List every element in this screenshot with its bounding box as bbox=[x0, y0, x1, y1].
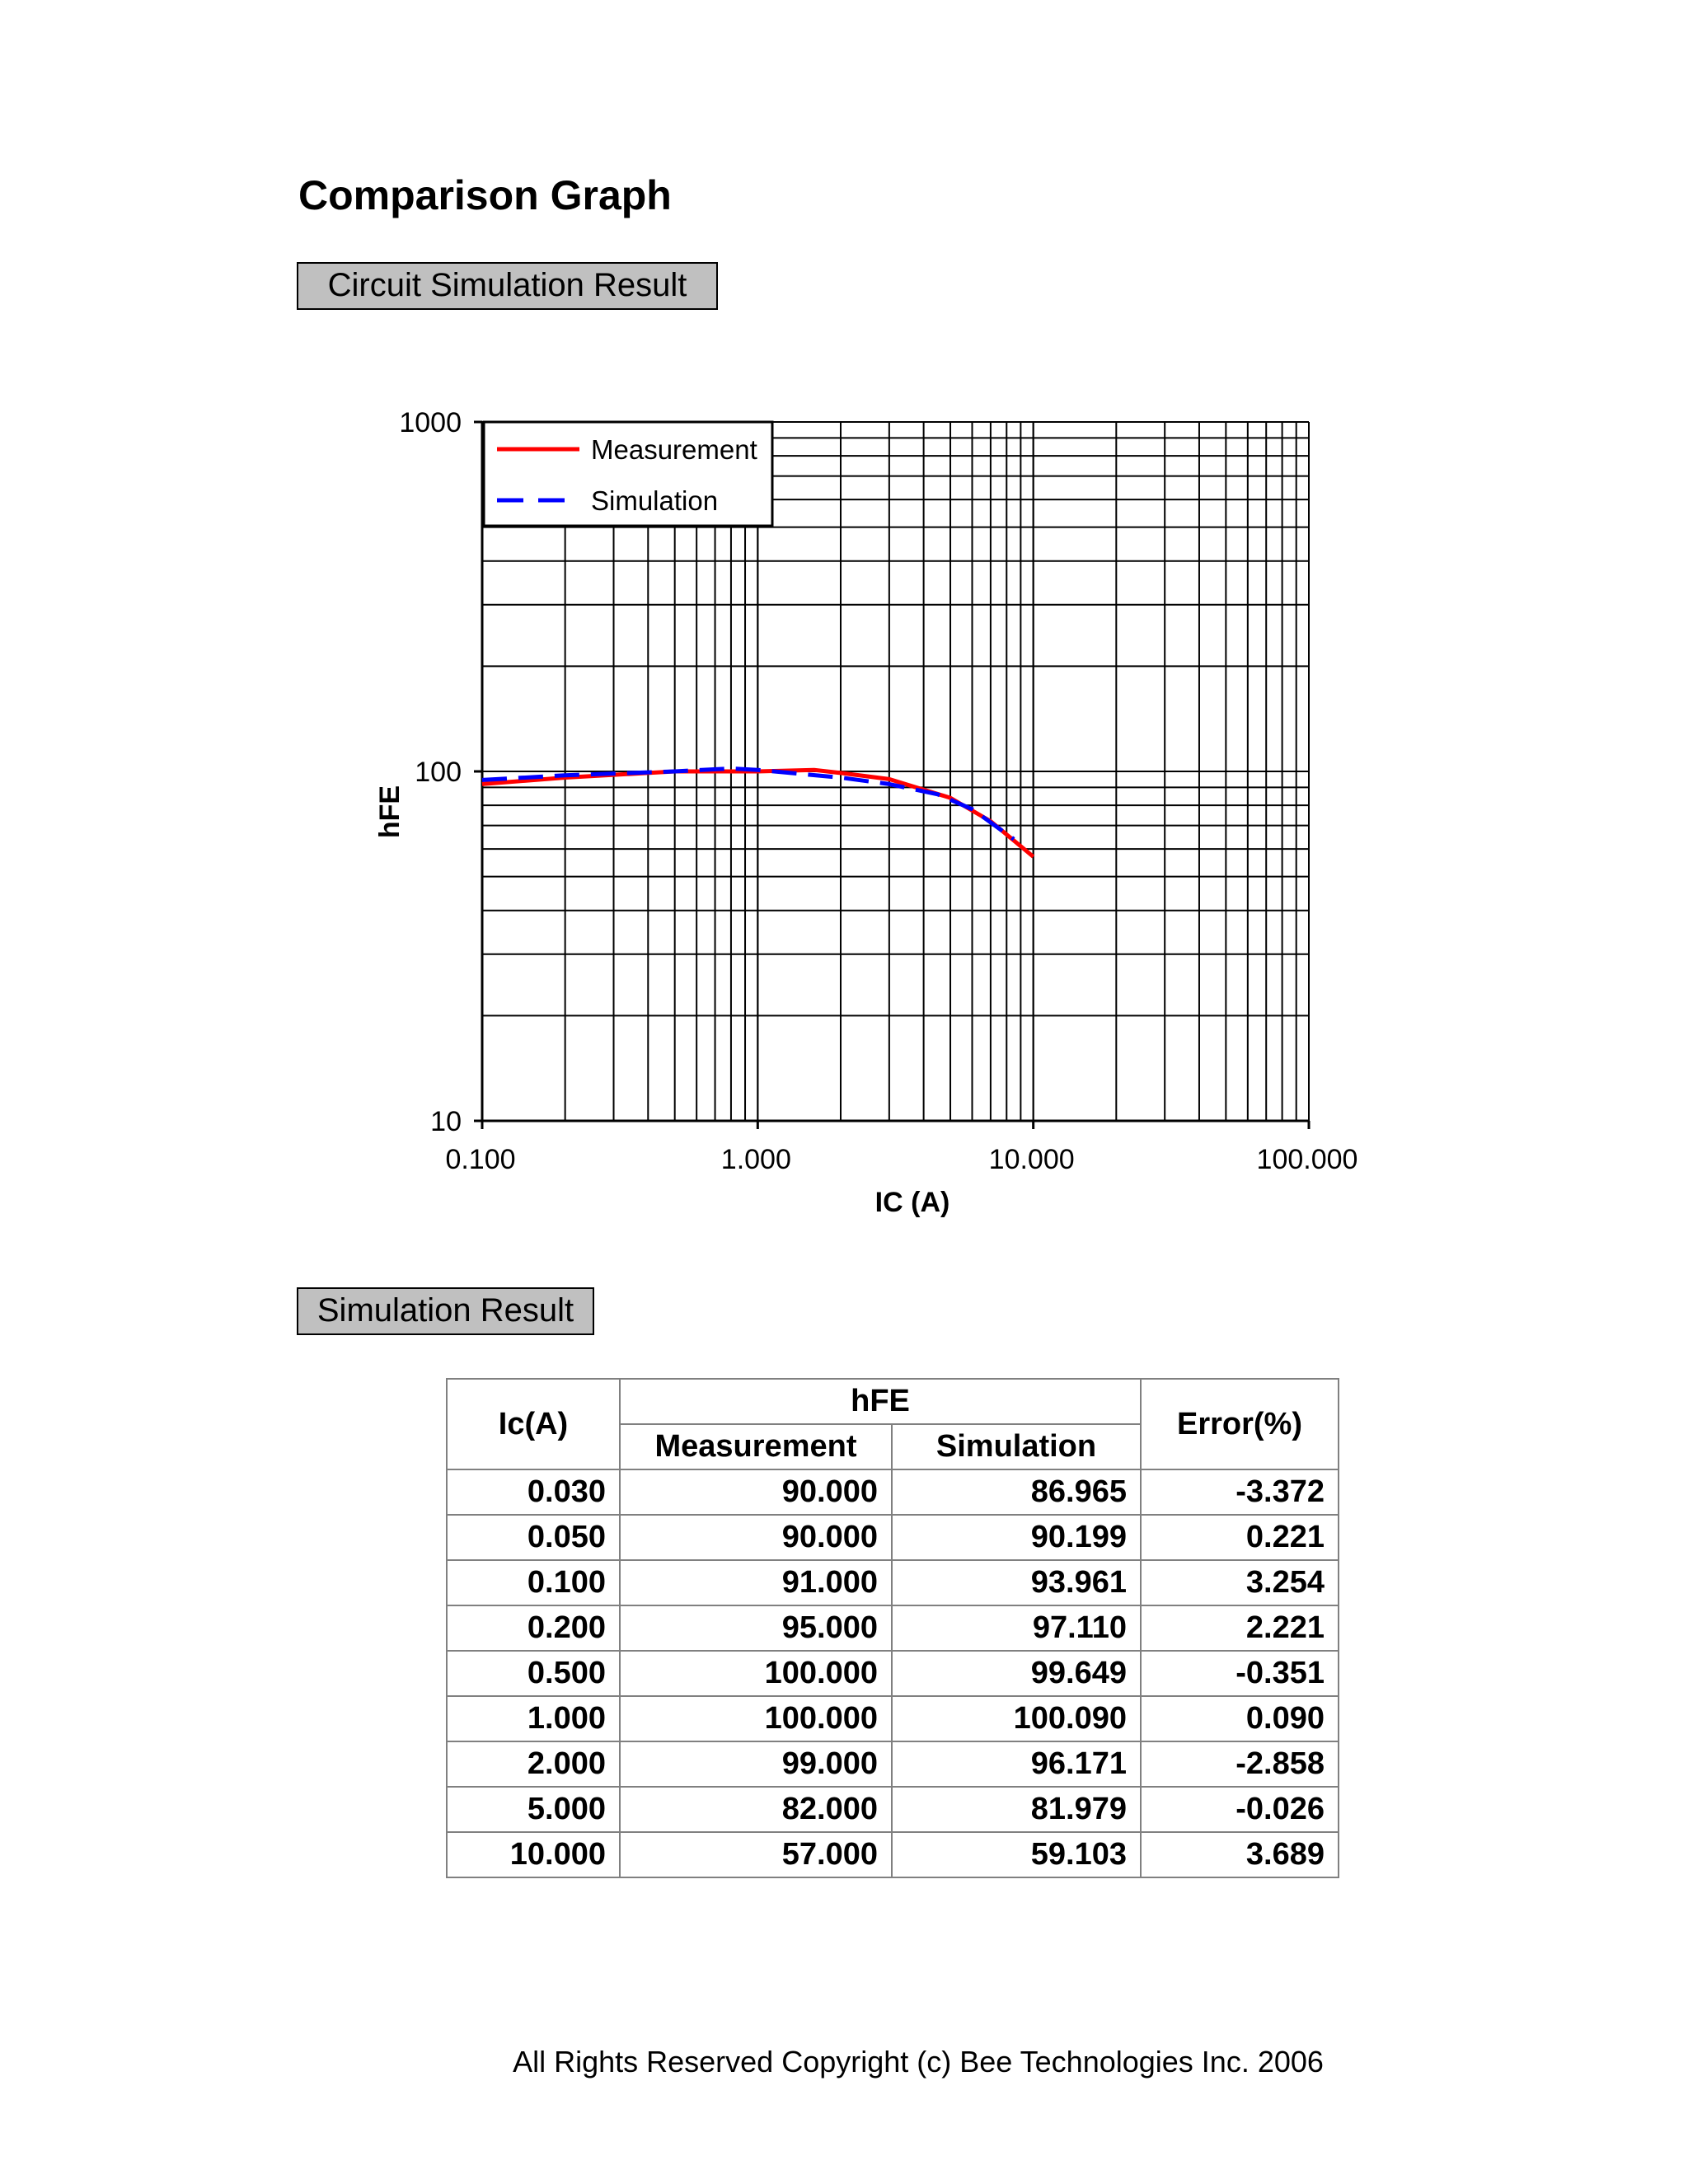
cell-simulation: 96.171 bbox=[892, 1741, 1141, 1787]
cell-measurement: 90.000 bbox=[620, 1469, 892, 1515]
cell-ic: 1.000 bbox=[447, 1696, 620, 1741]
table-row bbox=[447, 1741, 1339, 1787]
cell-error: -0.351 bbox=[1141, 1651, 1339, 1696]
cell-measurement: 100.000 bbox=[620, 1651, 892, 1696]
x-tick-label: 0.100 bbox=[445, 1144, 516, 1175]
cell-simulation: 59.103 bbox=[892, 1832, 1141, 1877]
page-title: Comparison Graph bbox=[298, 172, 672, 218]
cell-ic: 0.030 bbox=[447, 1469, 620, 1515]
header-simulation: Simulation bbox=[892, 1424, 1141, 1469]
cell-ic: 10.000 bbox=[447, 1832, 620, 1877]
copyright-footer: All Rights Reserved Copyright (c) Bee Technologies Inc. 2006 bbox=[513, 2045, 1324, 2079]
table-row bbox=[447, 1787, 1339, 1832]
header-hfe: hFE bbox=[620, 1379, 1141, 1424]
y-tick-label: 10 bbox=[430, 1106, 462, 1137]
table-row bbox=[447, 1515, 1339, 1560]
cell-measurement: 90.000 bbox=[620, 1515, 892, 1560]
x-tick-label: 1.000 bbox=[720, 1144, 791, 1175]
cell-error: -3.372 bbox=[1141, 1469, 1339, 1515]
y-axis-label: hFE bbox=[374, 785, 406, 839]
table-row bbox=[447, 1832, 1339, 1877]
cell-simulation: 93.961 bbox=[892, 1560, 1141, 1605]
y-tick-label: 1000 bbox=[399, 407, 462, 438]
cell-ic: 0.050 bbox=[447, 1515, 620, 1560]
cell-simulation: 86.965 bbox=[892, 1469, 1141, 1515]
table-row bbox=[447, 1560, 1339, 1605]
table-body bbox=[447, 1469, 1339, 1877]
header-measurement: Measurement bbox=[620, 1424, 892, 1469]
cell-measurement: 100.000 bbox=[620, 1696, 892, 1741]
cell-ic: 0.100 bbox=[447, 1560, 620, 1605]
chart-legend bbox=[484, 422, 772, 526]
cell-error: 3.689 bbox=[1141, 1832, 1339, 1877]
cell-error: -2.858 bbox=[1141, 1741, 1339, 1787]
cell-error: 0.221 bbox=[1141, 1515, 1339, 1560]
cell-error: -0.026 bbox=[1141, 1787, 1339, 1832]
y-tick-label: 100 bbox=[415, 757, 462, 788]
cell-ic: 0.500 bbox=[447, 1651, 620, 1696]
x-axis-label: IC (A) bbox=[874, 1187, 950, 1218]
section-label-simulation-result: Simulation Result bbox=[297, 1287, 594, 1335]
cell-ic: 5.000 bbox=[447, 1787, 620, 1832]
legend-label-measurement: Measurement bbox=[591, 434, 757, 465]
cell-error: 2.221 bbox=[1141, 1605, 1339, 1651]
cell-ic: 0.200 bbox=[447, 1605, 620, 1651]
cell-measurement: 95.000 bbox=[620, 1605, 892, 1651]
cell-measurement: 99.000 bbox=[620, 1741, 892, 1787]
cell-error: 3.254 bbox=[1141, 1560, 1339, 1605]
section-label-circuit-simulation: Circuit Simulation Result bbox=[297, 262, 718, 310]
table-row bbox=[447, 1696, 1339, 1741]
table-row bbox=[447, 1651, 1339, 1696]
cell-error: 0.090 bbox=[1141, 1696, 1339, 1741]
cell-simulation: 90.199 bbox=[892, 1515, 1141, 1560]
x-tick-label: 100.000 bbox=[1256, 1144, 1358, 1175]
cell-simulation: 100.090 bbox=[892, 1696, 1141, 1741]
cell-ic: 2.000 bbox=[447, 1741, 620, 1787]
cell-simulation: 97.110 bbox=[892, 1605, 1141, 1651]
cell-measurement: 82.000 bbox=[620, 1787, 892, 1832]
cell-simulation: 81.979 bbox=[892, 1787, 1141, 1832]
simulation-result-table bbox=[446, 1378, 1339, 1878]
cell-simulation: 99.649 bbox=[892, 1651, 1141, 1696]
x-tick-label: 10.000 bbox=[988, 1144, 1075, 1175]
header-error: Error(%) bbox=[1141, 1379, 1339, 1469]
table-row bbox=[447, 1469, 1339, 1515]
header-ic: Ic(A) bbox=[447, 1379, 620, 1469]
cell-measurement: 91.000 bbox=[620, 1560, 892, 1605]
table-row bbox=[447, 1605, 1339, 1651]
legend-label-simulation: Simulation bbox=[591, 485, 719, 516]
cell-measurement: 57.000 bbox=[620, 1832, 892, 1877]
